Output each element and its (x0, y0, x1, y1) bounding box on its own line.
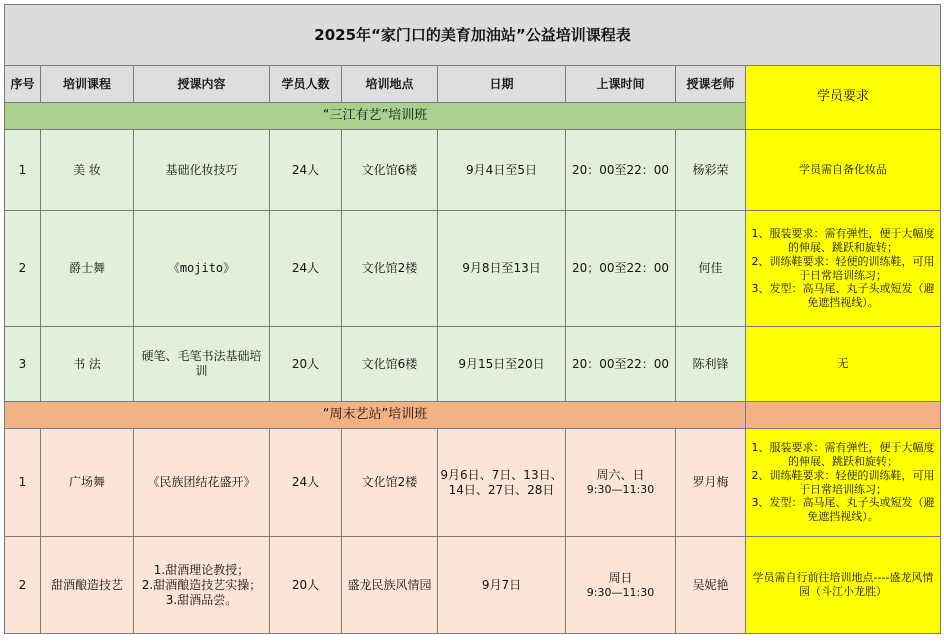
table-row (5, 537, 941, 634)
cell-requirements: 1、服装要求：需有弹性，便于大幅度的伸展、跳跃和旋转； 2、训练鞋要求：轻便的训练鞋，可用于日常培训练习； 3、发型：高马尾、丸子头或短发（避免遮挡视线）。 (746, 211, 941, 327)
header-time: 上课时间 (566, 66, 676, 103)
cell-location: 文化馆6楼 (342, 327, 438, 402)
cell-location: 文化馆6楼 (342, 130, 438, 211)
cell-count: 24人 (270, 130, 342, 211)
header-teacher: 授课老师 (676, 66, 746, 103)
table-row (5, 130, 941, 211)
cell-time: 20：00至22：00 (566, 130, 676, 211)
cell-content: 《mojito》 (134, 211, 270, 327)
cell-course: 美 妆 (41, 130, 134, 211)
header-location: 培训地点 (342, 66, 438, 103)
cell-count: 20人 (270, 327, 342, 402)
cell-location: 盛龙民族风情园 (342, 537, 438, 634)
cell-seq: 1 (5, 429, 41, 537)
cell-course: 甜酒酿造技艺 (41, 537, 134, 634)
section-spacer (746, 402, 941, 429)
cell-count: 20人 (270, 537, 342, 634)
cell-course: 书 法 (41, 327, 134, 402)
cell-time (566, 537, 676, 634)
header-row (5, 66, 941, 103)
header-requirements: 学员要求 (746, 66, 941, 130)
table-row (5, 429, 941, 537)
cell-requirements: 学员需自备化妆品 (746, 130, 941, 211)
cell-requirements: 学员需自行前往培训地点----盛龙风情园（斗江小龙胜） (746, 537, 941, 634)
table-title: 2025年“家门口的美育加油站”公益培训课程表 (5, 5, 941, 66)
section-row (5, 402, 941, 429)
cell-date: 9月7日 (438, 537, 566, 634)
section-title-weekend: “周末艺站”培训班 (5, 402, 746, 429)
section-title-sanjiang: “三江有艺”培训班 (5, 103, 746, 130)
header-content: 授课内容 (134, 66, 270, 103)
cell-teacher: 杨彩荣 (676, 130, 746, 211)
table-row (5, 327, 941, 402)
time-days: 周六、日 (596, 468, 645, 483)
time-hours: 9:30—11:30 (586, 483, 655, 497)
header-count: 学员人数 (270, 66, 342, 103)
cell-requirements: 无 (746, 327, 941, 402)
cell-seq: 3 (5, 327, 41, 402)
cell-time: 20；00至22：00 (566, 211, 676, 327)
cell-time: 20：00至22：00 (566, 327, 676, 402)
table-row (5, 211, 941, 327)
course-schedule-table (4, 4, 941, 634)
cell-content: 《民族团结花盛开》 (134, 429, 270, 537)
header-date: 日期 (438, 66, 566, 103)
cell-count: 24人 (270, 429, 342, 537)
cell-teacher: 吴妮艳 (676, 537, 746, 634)
cell-date: 9月8日至13日 (438, 211, 566, 327)
cell-content: 硬笔、毛笔书法基础培训 (134, 327, 270, 402)
time-days: 周日 (608, 570, 633, 585)
cell-requirements: 1、服装要求：需有弹性，便于大幅度的伸展、跳跃和旋转； 2、训练鞋要求：轻便的训练鞋，可用于日常培训练习； 3、发型：高马尾、丸子头或短发（避免遮挡视线）。 (746, 429, 941, 537)
header-course: 培训课程 (41, 66, 134, 103)
cell-date: 9月15日至20日 (438, 327, 566, 402)
cell-course: 爵士舞 (41, 211, 134, 327)
cell-date: 9月4日至5日 (438, 130, 566, 211)
cell-content: 1.甜酒理论教授； 2.甜酒酿造技艺实操； 3.甜酒品尝。 (134, 537, 270, 634)
cell-seq: 2 (5, 211, 41, 327)
header-seq: 序号 (5, 66, 41, 103)
cell-date: 9月6日、7日、13日、14日、27日、28日 (438, 429, 566, 537)
cell-teacher: 罗月梅 (676, 429, 746, 537)
cell-location: 文化馆2楼 (342, 429, 438, 537)
cell-teacher: 陈利锋 (676, 327, 746, 402)
cell-teacher: 何佳 (676, 211, 746, 327)
cell-count: 24人 (270, 211, 342, 327)
time-hours: 9:30—11:30 (586, 585, 655, 599)
cell-content: 基础化妆技巧 (134, 130, 270, 211)
cell-time (566, 429, 676, 537)
cell-location: 文化馆2楼 (342, 211, 438, 327)
cell-seq: 1 (5, 130, 41, 211)
cell-seq: 2 (5, 537, 41, 634)
cell-course: 广场舞 (41, 429, 134, 537)
